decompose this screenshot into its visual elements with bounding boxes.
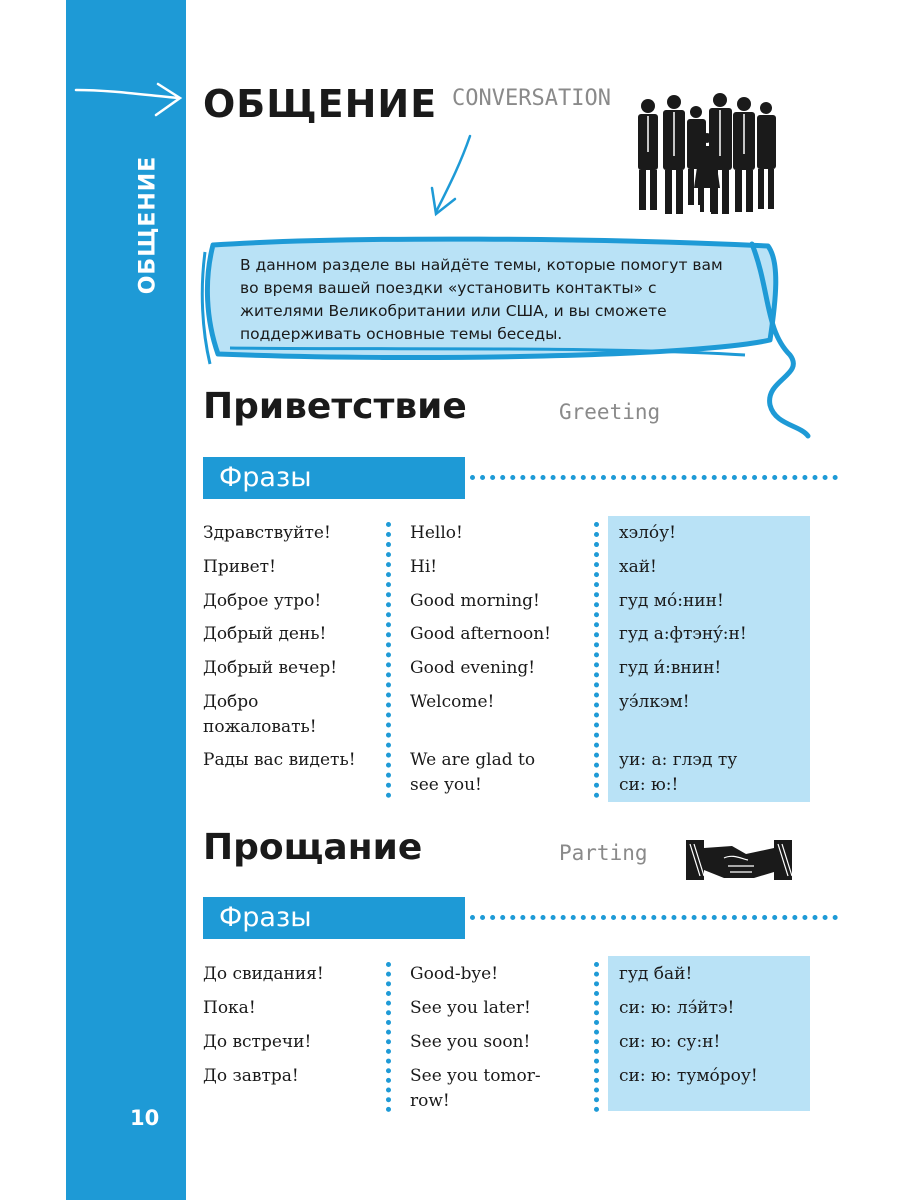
greeting-phrase-ru: Привет! [203, 557, 276, 577]
greeting-phrase-ru: Добрый день! [203, 624, 327, 644]
arrow-right-icon [76, 84, 180, 115]
dotted-divider [470, 475, 838, 480]
handshake-illustration-icon [684, 832, 794, 888]
column-divider [594, 962, 599, 1112]
page-title: ОБЩЕНИЕ [203, 82, 438, 126]
greeting-phrase-ru: Добрый вечер! [203, 658, 338, 678]
parting-phrase-ru: До завтра! [203, 1066, 299, 1086]
greeting-phrase-transcription: хай! [619, 557, 657, 577]
page-number: 10 [130, 1106, 160, 1130]
intro-text: В данном разделе вы найдёте темы, которые помогут вам во время вашей поездки «установить контакты» с жителями Великобритании или США, и вы сможете поддерживать основные темы беседы. [240, 256, 723, 343]
greeting-phrase-en: Welcome! [410, 692, 495, 712]
greeting-phrase-en: Good evening! [410, 658, 536, 678]
greeting-phrase-transcription: хэлóу! [619, 523, 676, 543]
parting-section-title-english: Parting [559, 841, 648, 865]
greeting-phrase-en: Good morning! [410, 591, 540, 611]
parting-phrase-en: Good-bye! [410, 964, 499, 984]
greeting-phrase-ru: Доброе утро! [203, 591, 322, 611]
people-illustration-icon [630, 92, 780, 222]
greeting-phrase-transcription: уи: а: глэд ту си: ю:! [619, 750, 738, 795]
parting-phrases-label: Фразы [203, 897, 465, 939]
dotted-divider [470, 915, 838, 920]
parting-phrase-ru: До встречи! [203, 1032, 312, 1052]
column-divider [594, 522, 599, 798]
arrow-down-icon [432, 136, 470, 214]
greeting-phrase-transcription: гуд и́:внин! [619, 658, 722, 678]
greeting-section-title-english: Greeting [559, 400, 661, 424]
parting-phrase-ru: Пока! [203, 998, 256, 1018]
greeting-phrases-label: Фразы [203, 457, 465, 499]
greeting-section-title: Приветствие [203, 386, 467, 427]
parting-phrase-en: See you tomor-row! [410, 1066, 541, 1111]
greeting-phrase-en: Good afternoon! [410, 624, 551, 644]
greeting-phrase-transcription: гуд а:фтэнý:н! [619, 624, 747, 644]
greeting-phrase-ru: Добро пожаловать! [203, 692, 317, 737]
parting-phrase-ru: До свидания! [203, 964, 324, 984]
column-divider [386, 522, 391, 798]
parting-section-title: Прощание [203, 827, 423, 868]
parting-phrase-en: See you later! [410, 998, 531, 1018]
page-title-english: CONVERSATION [452, 86, 611, 111]
parting-phrase-transcription: си: ю: лэ́йтэ! [619, 998, 735, 1018]
parting-phrase-en: See you soon! [410, 1032, 531, 1052]
column-divider [386, 962, 391, 1112]
sidebar-section-label: ОБЩЕНИЕ [135, 155, 161, 295]
greeting-phrase-transcription: уэ́лкэм! [619, 692, 690, 712]
parting-phrase-transcription: си: ю: су:н! [619, 1032, 721, 1052]
parting-phrase-transcription: гуд бай! [619, 964, 693, 984]
greeting-phrase-transcription: гуд мó:нин! [619, 591, 724, 611]
greeting-phrase-en: Hi! [410, 557, 438, 577]
parting-phrase-transcription: си: ю: тумóроу! [619, 1066, 758, 1086]
greeting-phrase-ru: Рады вас видеть! [203, 750, 356, 770]
greeting-phrase-en: Hello! [410, 523, 463, 543]
greeting-phrase-en: We are glad to see you! [410, 750, 536, 795]
greeting-phrase-ru: Здравствуйте! [203, 523, 331, 543]
